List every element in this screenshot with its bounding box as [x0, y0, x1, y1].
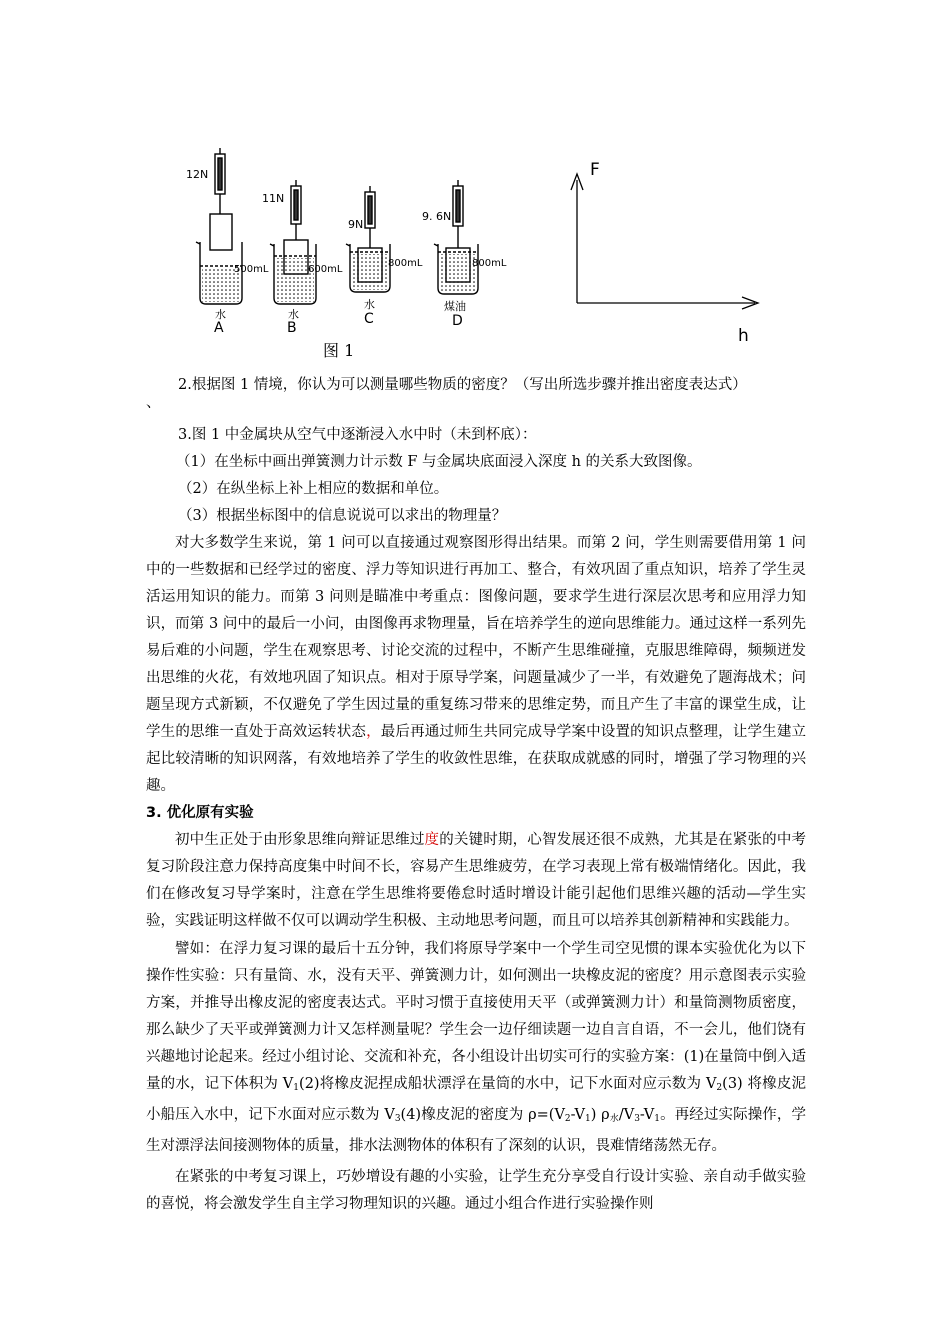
letter-a: A	[214, 320, 224, 336]
p3-sub-7: 3	[634, 1114, 640, 1124]
reading-b: 11N	[262, 192, 285, 205]
figure-caption: 图 1	[323, 341, 355, 360]
p3-d: (4)橡皮泥的密度为 ρ=(V	[400, 1107, 565, 1123]
p3-b: (2)将橡皮泥捏成船状漂浮在量筒的水中，记下水面对应示数为 V	[299, 1076, 717, 1092]
paragraph-2-red: 度	[424, 832, 440, 848]
question-2: 2.根据图 1 情境，你认为可以测量哪些物质的密度？（写出所选步骤并推出密度表达式）	[178, 377, 747, 393]
volume-a: 500mL	[234, 264, 269, 275]
paragraph-4: 在紧张的中考复习课上，巧妙增设有趣的小实验，让学生充分享受自行设计实验、亲自动手做实验的喜悦，将会激发学生自主学习物理知识的兴趣。通过小组合作进行实验操作则	[146, 1169, 806, 1212]
question-3: 3.图 1 中金属块从空气中逐渐浸入水中时（未到杯底）：	[178, 427, 537, 443]
p3-i: 。再经过实际操作，学生对漂浮法间接测物体的质量，排水法测物体的体积有了深刻的认识，畏难情绪荡然无存。	[146, 1107, 806, 1154]
p3-sub-2: 2	[716, 1083, 723, 1093]
p3-sub-6: 水	[609, 1114, 619, 1124]
p3-sub-8: 1	[654, 1114, 660, 1124]
question-2-mark: 、	[146, 395, 161, 411]
reading-d: 9. 6N	[422, 210, 452, 223]
letter-b: B	[287, 320, 297, 336]
volume-c: 800mL	[388, 258, 423, 269]
question-3-1: （1）在坐标中画出弹簧测力计示数 F 与金属块底面浸入深度 h 的关系大致图像。	[176, 454, 702, 470]
section-heading: 3. 优化原有实验	[146, 805, 254, 821]
volume-b: 600mL	[308, 264, 343, 275]
p3-e: -V	[570, 1107, 585, 1123]
liquid-d: 煤油	[444, 300, 466, 313]
figure-1	[180, 140, 800, 360]
paragraph-3	[146, 936, 806, 1160]
volume-d: 800mL	[472, 258, 507, 269]
paragraph-1	[146, 530, 806, 800]
paragraph-2	[146, 827, 806, 935]
p3-c: (3) 将橡皮泥小船压入水中，记下水面对应示数为 V	[146, 1076, 806, 1123]
letter-d: D	[452, 313, 463, 329]
paragraph-1-text-b: 最后再通过师生共同完成导学案中设置的知识点整理，让学生建立起比较清晰的知识网落，有效地培养了学生的收敛性思维，在获取成就感的同时，增强了学习物理的兴趣。	[146, 724, 807, 794]
p3-f: ) ρ	[590, 1107, 610, 1123]
p3-h: -V	[639, 1107, 655, 1123]
paragraph-2-text-b: 的关键时期，心智发展还很不成熟，尤其是在紧张的中考复习阶段注意力保持高度集中时间不长，容易产生思维疲劳，在学习表现上常有极端情绪化。因此，我们在修改复习导学案时，注意在学生思维将要倦怠时适时增设计能引起他们思维兴趣的活动—学生实验，实践证明这样做不仅可以调动学生积极、主动地思考问题，而且可以培养其创新精神和实践能力。	[146, 832, 807, 929]
graph-x-label: h	[738, 326, 749, 346]
paragraph-1-text-a: 对大多数学生来说，第 1 问可以直接通过观察图形得出结果。而第 2 问，学生则需要借用第 1 问中的一些数据和已经学过的密度、浮力等知识进行再加工、整合，有效巩固了重点知识，培养了学生灵活运用知识的能力。而第 3 问则是瞄准中考重点：图像问题，要求学生进行深层次思考和应用浮力知识，而第 3 问中的最后一小问，由图像再求物理量，旨在培养学生的逆向思维能力。通过这样一系列先易后难的小问题，学生在观察思考、讨论交流的过程中，不断产生思维碰撞，克服思维障碍，频频迸发出思维的火花，有效地巩固了知识点。相对于原导学案，问题量减少了一半，有效避免了题海战术；问题呈现方式新颖，不仅避免了学生因过量的重复练习带来的思维定势，而且产生了丰富的课堂生成，让学生的思维一直处于高效运转状态	[146, 535, 806, 740]
fh-graph-axes	[571, 174, 758, 309]
paragraph-1-red: ，	[366, 724, 381, 740]
p3-g: /V	[618, 1107, 635, 1123]
liquid-a: 水	[215, 308, 226, 321]
letter-c: C	[364, 311, 374, 327]
graph-y-label: F	[590, 160, 600, 180]
paragraph-2-text-a: 初中生正处于由形象思维向辩证思维过	[175, 832, 425, 848]
question-3-2: （2）在纵坐标上补上相应的数据和单位。	[178, 481, 449, 497]
question-3-3: （3）根据坐标图中的信息说说可以求出的物理量？	[178, 508, 507, 524]
liquid-b: 水	[288, 308, 299, 321]
p3-sub-4: 2	[564, 1114, 571, 1124]
p3-a: 譬如：在浮力复习课的最后十五分钟，我们将原导学案中一个学生司空见惯的课本实验优化为以下操作性实验：只有量筒、水，没有天平、弹簧测力计，如何测出一块橡皮泥的密度？用示意图表示实验方案，并推导出橡皮泥的密度表达式。平时习惯于直接使用天平（或弹簧测力计）和量筒测物质密度，那么缺少了天平或弹簧测力计又怎样测量呢？学生会一边仔细读题一边自言自语，不一会儿，他们饶有兴趣地讨论起来。经过小组讨论、交流和补充，各小组设计出切实可行的实验方案：(1)在量筒中倒入适量的水，记下体积为 V	[146, 941, 806, 1092]
figure-1-drawing	[180, 140, 800, 360]
p3-sub-5: 1	[584, 1114, 591, 1124]
apparatus-c	[346, 186, 390, 292]
reading-a: 12N	[186, 168, 209, 181]
p3-sub-1: 1	[293, 1083, 300, 1093]
reading-c: 9N	[348, 218, 364, 231]
p3-sub-3: 3	[394, 1114, 401, 1124]
liquid-c: 水	[364, 298, 375, 311]
apparatus-d	[434, 180, 478, 294]
